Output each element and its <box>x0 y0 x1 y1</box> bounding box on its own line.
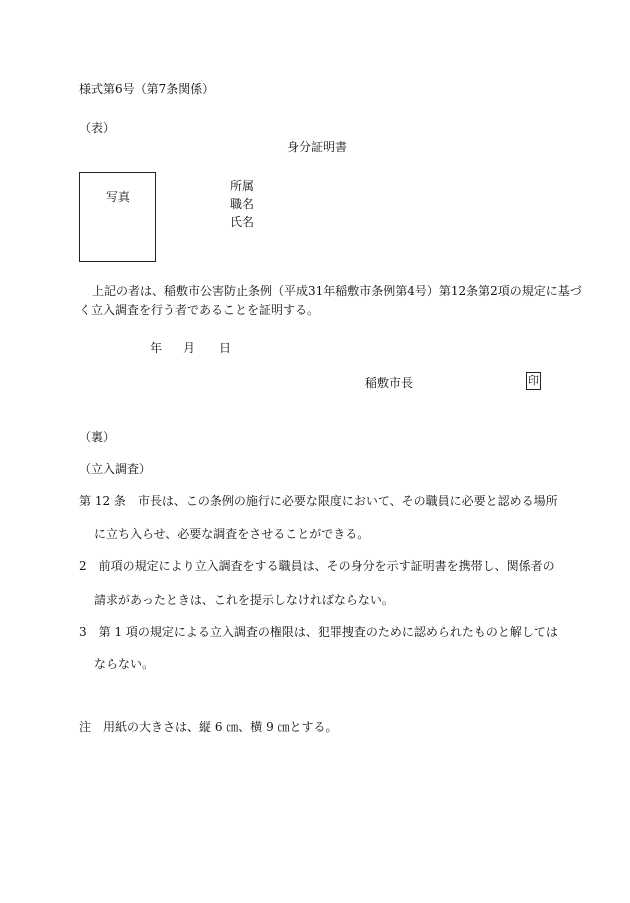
back-side-label: （裏） <box>79 430 116 444</box>
paragraph-3-line-2: ならない。 <box>94 657 155 671</box>
certification-line-1: 上記の者は、稲敷市公害防止条例（平成31年稲敷市条例第4号）第12条第2項の規定に基づ <box>92 284 582 298</box>
date-day: 日 <box>219 341 232 355</box>
date-year: 年 <box>150 341 163 355</box>
date-month: 月 <box>183 341 196 355</box>
photo-box <box>79 172 156 262</box>
field-affiliation: 所属 <box>230 179 255 193</box>
paper-size-note: 注 用紙の大きさは、縦 6 ㎝、横 9 ㎝とする。 <box>79 720 338 734</box>
certificate-title: 身分証明書 <box>287 140 348 154</box>
issuer: 稲敷市長 <box>365 376 414 390</box>
article-line-2: に立ち入らせ、必要な調査をさせることができる。 <box>94 527 370 541</box>
section-title: （立入調査） <box>79 462 152 476</box>
certification-line-2: く立入調査を行う者であることを証明する。 <box>79 303 320 317</box>
paragraph-3-line-1: 3 第 1 項の規定による立入調査の権限は、犯罪捜査のために認められたものと解しては <box>79 625 558 639</box>
paragraph-2-line-1: 2 前項の規定により立入調査をする職員は、その身分を示す証明書を携帯し、関係者の <box>79 559 555 573</box>
front-side-label: （表） <box>79 121 116 135</box>
article-line-1: 第 12 条 市長は、この条例の施行に必要な限度において、その職員に必要と認める場所 <box>79 494 558 508</box>
form-number: 様式第6号（第7条関係） <box>79 82 215 96</box>
paragraph-2-line-2: 請求があったときは、これを提示しなければならない。 <box>94 593 394 607</box>
seal-mark: 印 <box>526 372 541 390</box>
field-job-title: 職名 <box>230 197 255 211</box>
field-name: 氏名 <box>230 215 255 229</box>
photo-label: 写真 <box>106 190 131 204</box>
